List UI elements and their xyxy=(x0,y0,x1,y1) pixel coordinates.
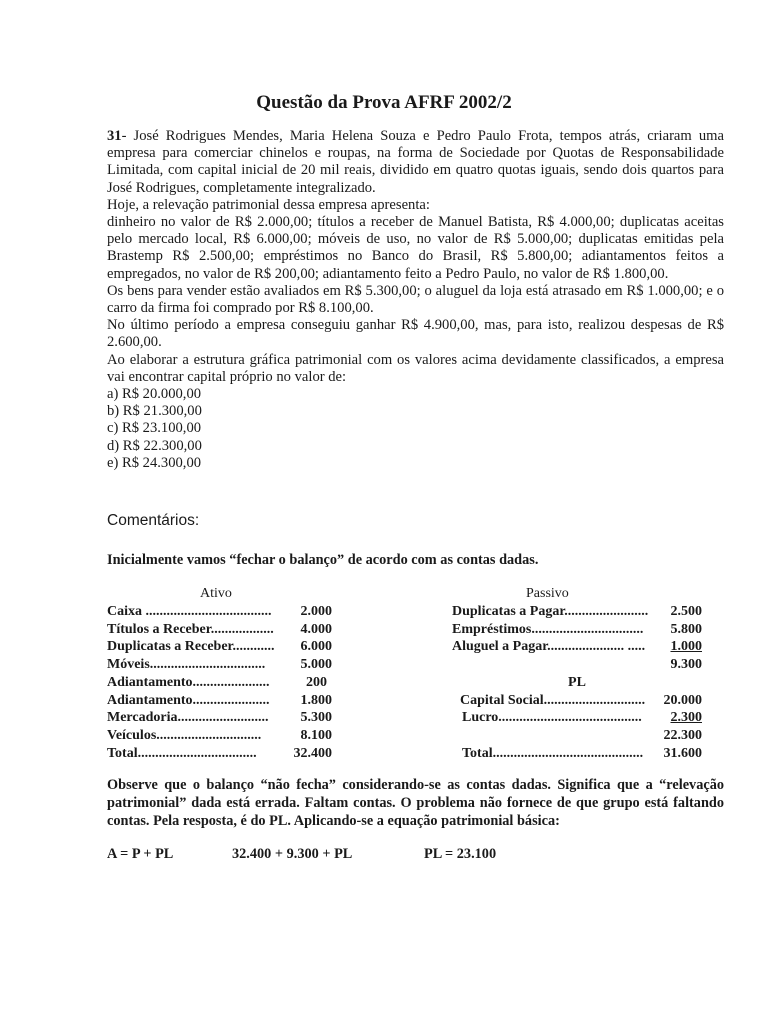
question-paragraph-4: Os bens para vender estão avaliados em R$ 5.300,00; o aluguel da loja está atrasado em R$ 1.000,00; e o carro da firma foi comprado por R$ 8.100,00. xyxy=(107,282,724,317)
question-paragraph-1: 31- José Rodrigues Mendes, Maria Helena Souza e Pedro Paulo Frota, tempos atrás, criaram uma empresa para comerciar chinelos e roupas, na forma de Sociedade por Quotas de Responsabilidade Limitada, com capital inicial de 20 mil reais, dividido em quatro quotas iguais, sendo dois quartos para José Rodrigues, completamente integralizado. xyxy=(107,128,724,196)
ativo-row: Veículos.............................. 8.100 xyxy=(107,727,332,743)
passivo-subtotal-row: 9.300 xyxy=(670,657,702,673)
observation-text: Observe que o balanço “não fecha” considerando-se as contas dadas. Significa que a “relevação patrimonial” dada está errada. Faltam contas. O problema não fornece de que grupo está faltando contas. Pela resposta, é do PL. Aplicando-se a equação patrimonial básica: xyxy=(107,777,724,829)
ativo-row: Móveis................................. 5.000 xyxy=(107,657,332,673)
pl-subtotal-row: 22.300 xyxy=(663,727,702,743)
page-title: Questão da Prova AFRF 2002/2 xyxy=(256,92,512,113)
option-c: c) R$ 23.100,00 xyxy=(107,420,202,437)
answer-options xyxy=(107,386,724,472)
ativo-total-row: Total.................................. 32.400 xyxy=(107,745,332,761)
question-paragraph-2: Hoje, a relevação patrimonial dessa empresa apresenta: xyxy=(107,196,430,213)
passivo-row: Aluguel a Pagar...................... ..... 1.000 xyxy=(452,639,702,655)
question-number: 31 xyxy=(107,128,122,144)
option-e: e) R$ 24.300,00 xyxy=(107,454,202,471)
option-b: b) R$ 21.300,00 xyxy=(107,403,202,420)
ativo-row: Mercadoria.......................... 5.300 xyxy=(107,710,332,726)
intro-text: Inicialmente vamos “fechar o balanço” de acordo com as contas dadas. xyxy=(107,552,539,568)
equation-basic: A = P + PL xyxy=(107,846,174,862)
option-a: a) R$ 20.000,00 xyxy=(107,386,202,403)
question-block xyxy=(107,128,724,472)
ativo-title: Ativo xyxy=(200,586,232,601)
question-paragraph-5: No último período a empresa conseguiu ganhar R$ 4.900,00, mas, para isto, realizou despesas de R$ 2.600,00. xyxy=(107,317,724,351)
ativo-row: Caixa .................................... 2.000 xyxy=(107,604,332,619)
ativo-row: Adiantamento...................... 200 xyxy=(107,674,327,690)
passivo-row: Lucro......................................... 2.300 xyxy=(462,710,702,726)
option-d: d) R$ 22.300,00 xyxy=(107,437,202,454)
pl-heading-row xyxy=(452,674,702,692)
comments-heading: Comentários: xyxy=(107,512,200,529)
ativo-table xyxy=(107,603,332,762)
ativo-row: Títulos a Receber.................. 4.000 xyxy=(107,621,332,637)
equation-substituted: 32.400 + 9.300 + PL xyxy=(232,846,353,862)
passivo-title: Passivo xyxy=(526,586,569,601)
passivo-table xyxy=(452,603,702,762)
passivo-row: Capital Social............................. 20.000 xyxy=(460,692,702,708)
equation-result: PL = 23.100 xyxy=(424,846,497,862)
ativo-row: Adiantamento...................... 1.800 xyxy=(107,692,332,708)
pl-heading: PL xyxy=(568,674,586,690)
passivo-total-row: Total........................................... 31.600 xyxy=(462,745,702,761)
ativo-row: Duplicatas a Receber............ 6.000 xyxy=(107,639,332,655)
question-paragraph-6: Ao elaborar a estrutura gráfica patrimonial com os valores acima devidamente classificados, a empresa vai encontrar capital próprio no valor de: xyxy=(107,351,724,385)
passivo-row: Duplicatas a Pagar........................ 2.500 xyxy=(452,604,702,619)
passivo-row: Empréstimos................................ 5.800 xyxy=(452,621,702,637)
question-paragraph-3: dinheiro no valor de R$ 2.000,00; títulos a receber de Manuel Batista, R$ 4.000,00; duplicatas aceitas pelo mercado local, R$ 6.000,00; móveis de uso, no valor de R$ 5.000,00; duplicatas emitidas pela Brastemp R$ 2.500,00; empréstimos no Banco do Brasil, R$ 5.800,00; adiantamentos feitos a empregados, no valor de R$ 200,00; adiantamento feito a Pedro Paulo, no valor de R$ 1.800,00. xyxy=(107,214,724,282)
